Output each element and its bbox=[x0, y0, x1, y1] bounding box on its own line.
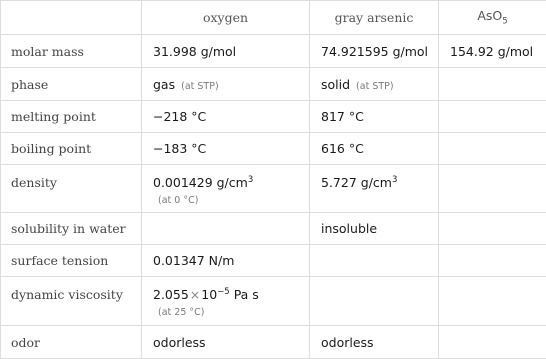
table-row-melting-point bbox=[1, 101, 546, 133]
header-aso5-subscript: 5 bbox=[502, 17, 507, 27]
corner-cell bbox=[1, 1, 142, 35]
phase-value: gas bbox=[153, 77, 175, 92]
cell-oxygen-solubility bbox=[142, 213, 310, 245]
row-label: density bbox=[1, 165, 142, 213]
cell-arsenic-odor: odorless bbox=[310, 326, 439, 359]
header-oxygen: oxygen bbox=[142, 1, 310, 35]
cell-oxygen-surface-tension: 0.01347 N/m bbox=[142, 245, 310, 277]
table-row-surface-tension bbox=[1, 245, 546, 277]
viscosity-note: (at 25 °C) bbox=[158, 307, 309, 318]
viscosity-base: 10 bbox=[201, 287, 217, 302]
cell-aso5-melting-point bbox=[439, 101, 546, 133]
row-label: dynamic viscosity bbox=[1, 277, 142, 326]
header-gray-arsenic: gray arsenic bbox=[310, 1, 439, 35]
table-row-odor bbox=[1, 326, 546, 359]
cell-aso5-solubility bbox=[439, 213, 546, 245]
table-row-phase bbox=[1, 68, 546, 101]
density-exponent: 3 bbox=[392, 175, 397, 185]
cell-aso5-phase bbox=[439, 68, 546, 101]
row-label: odor bbox=[1, 326, 142, 359]
cell-oxygen-melting-point: −218 °C bbox=[142, 101, 310, 133]
cell-oxygen-molar-mass: 31.998 g/mol bbox=[142, 35, 310, 68]
header-row bbox=[1, 1, 546, 35]
density-value: 5.727 g/cm bbox=[321, 175, 392, 190]
row-label: molar mass bbox=[1, 35, 142, 68]
row-label: melting point bbox=[1, 101, 142, 133]
viscosity-exponent: −5 bbox=[217, 287, 230, 297]
density-note: (at 0 °C) bbox=[158, 195, 309, 206]
cell-oxygen-density bbox=[142, 165, 310, 213]
table-row-density bbox=[1, 165, 546, 213]
density-exponent: 3 bbox=[248, 175, 253, 185]
cell-aso5-density bbox=[439, 165, 546, 213]
viscosity-mantissa: 2.055 bbox=[153, 287, 189, 302]
cell-oxygen-viscosity bbox=[142, 277, 310, 326]
cell-aso5-viscosity bbox=[439, 277, 546, 326]
cell-oxygen-phase bbox=[142, 68, 310, 101]
cell-arsenic-viscosity bbox=[310, 277, 439, 326]
row-label: solubility in water bbox=[1, 213, 142, 245]
phase-note: (at STP) bbox=[181, 81, 219, 92]
row-label: boiling point bbox=[1, 133, 142, 165]
row-label: surface tension bbox=[1, 245, 142, 277]
viscosity-times: × bbox=[189, 287, 201, 302]
table-row-molar-mass bbox=[1, 35, 546, 68]
cell-aso5-boiling-point bbox=[439, 133, 546, 165]
phase-value: solid bbox=[321, 77, 350, 92]
cell-arsenic-surface-tension bbox=[310, 245, 439, 277]
cell-arsenic-density bbox=[310, 165, 439, 213]
table-row-viscosity bbox=[1, 277, 546, 326]
phase-note: (at STP) bbox=[356, 81, 394, 92]
viscosity-unit: Pa s bbox=[230, 287, 259, 302]
row-label: phase bbox=[1, 68, 142, 101]
cell-arsenic-molar-mass: 74.921595 g/mol bbox=[310, 35, 439, 68]
cell-aso5-odor bbox=[439, 326, 546, 359]
cell-oxygen-boiling-point: −183 °C bbox=[142, 133, 310, 165]
cell-aso5-molar-mass: 154.92 g/mol bbox=[439, 35, 546, 68]
header-aso5-base: AsO bbox=[477, 8, 502, 23]
cell-arsenic-melting-point: 817 °C bbox=[310, 101, 439, 133]
cell-aso5-surface-tension bbox=[439, 245, 546, 277]
cell-oxygen-odor: odorless bbox=[142, 326, 310, 359]
cell-arsenic-boiling-point: 616 °C bbox=[310, 133, 439, 165]
table-row-boiling-point bbox=[1, 133, 546, 165]
cell-arsenic-solubility: insoluble bbox=[310, 213, 439, 245]
header-aso5 bbox=[439, 1, 546, 35]
table-row-solubility bbox=[1, 213, 546, 245]
density-value: 0.001429 g/cm bbox=[153, 175, 248, 190]
cell-arsenic-phase bbox=[310, 68, 439, 101]
